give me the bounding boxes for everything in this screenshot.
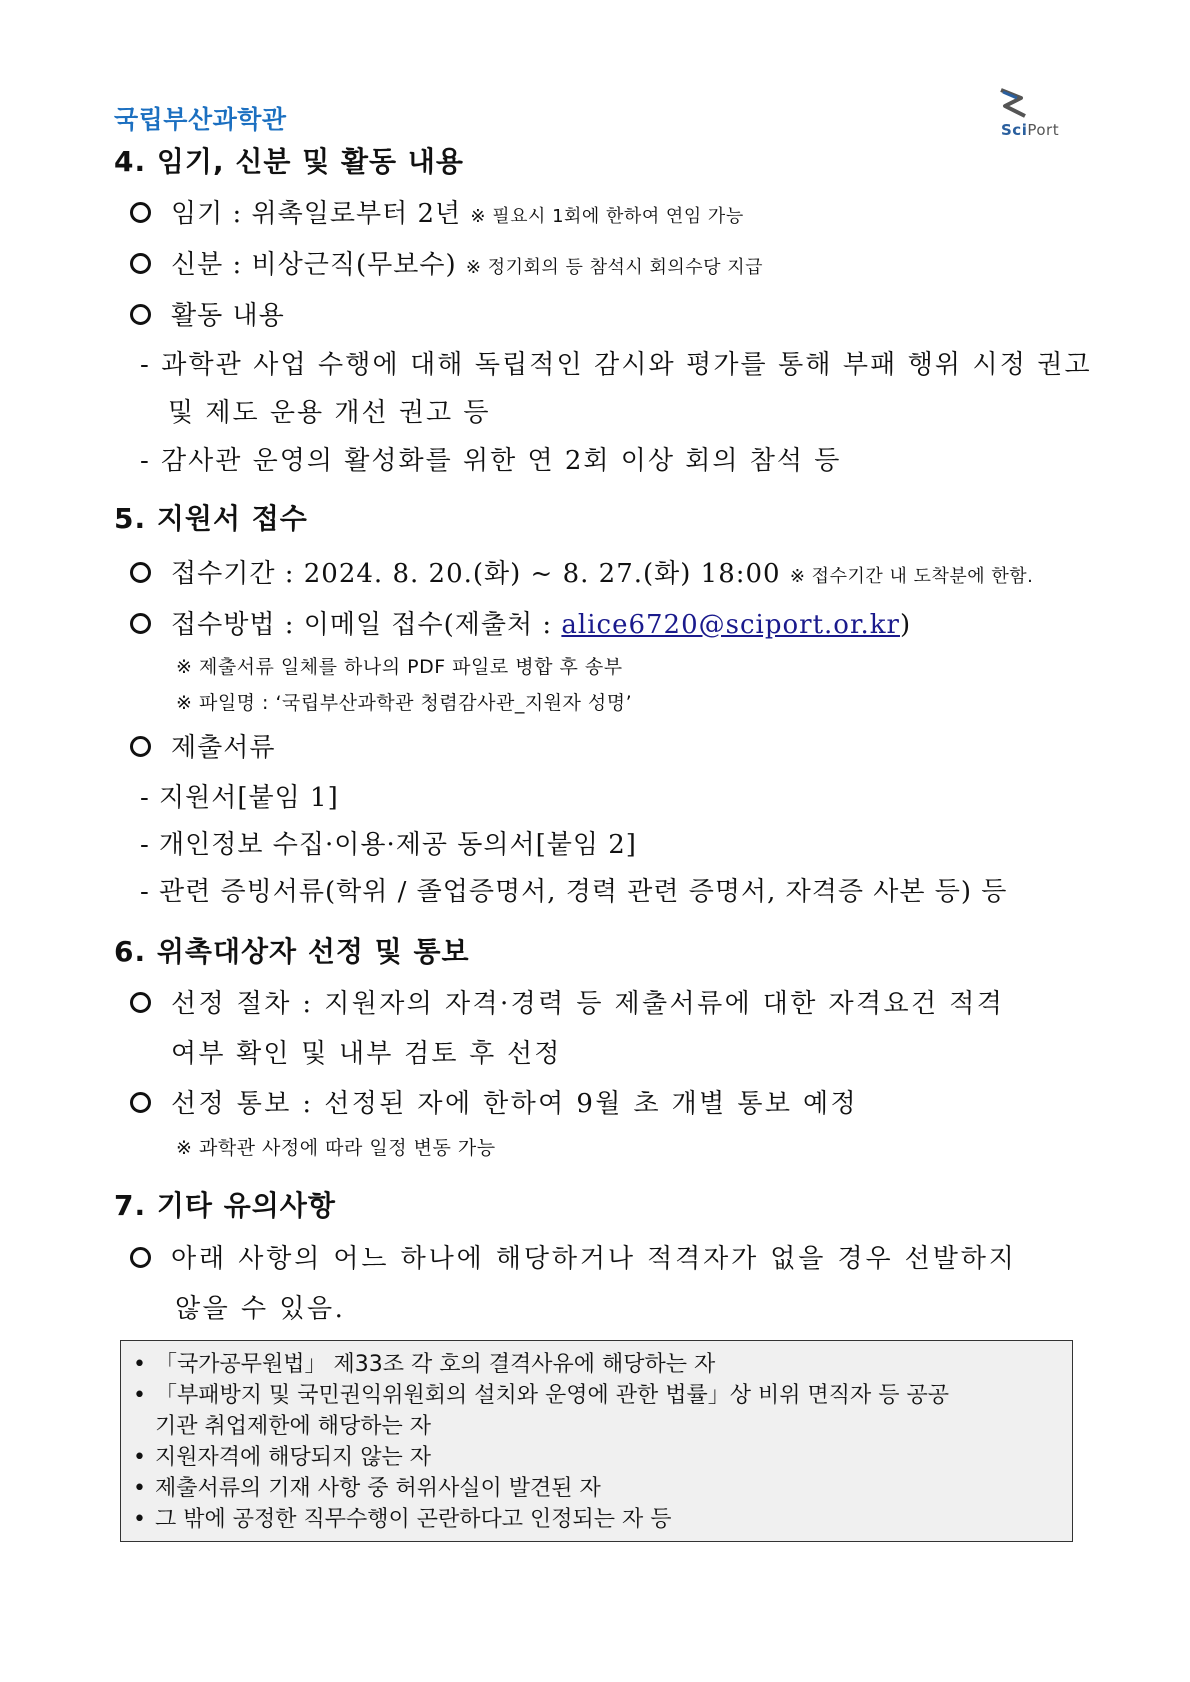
brand-title: 국립부산과학관 — [114, 105, 287, 134]
sciport-logo-mark-icon — [997, 86, 1037, 122]
doc-line-2: - 개인정보 수집·이용·제공 동의서[붙임 2] — [140, 830, 637, 860]
section-6-title: 6. 위촉대상자 선정 및 통보 — [114, 935, 470, 968]
activity-item: 활동 내용 — [130, 295, 285, 332]
section-7-title: 7. 기타 유의사항 — [114, 1189, 336, 1222]
docs-item: 제출서류 — [130, 727, 275, 764]
status-item: 신분 : 비상근직(무보수) ※ 정기회의 등 참석시 회의수당 지급 — [130, 244, 763, 281]
section-5-title: 5. 지원서 접수 — [114, 502, 308, 535]
period-note: ※ 접수기간 내 도착분에 한함. — [789, 566, 1034, 587]
activity-line-1a: - 과학관 사업 수행에 대해 독립적인 감시와 평가를 통해 부패 행위 시정 권고 — [140, 350, 1092, 380]
doc-line-1: - 지원서[붙임 1] — [140, 783, 339, 813]
period-item: 접수기간 : 2024. 8. 20.(화) ~ 8. 27.(화) 18:00 ※ 접수기간 내 도착분에 한함. — [130, 553, 1033, 590]
term-item: 임기 : 위촉일로부터 2년 ※ 필요시 1회에 한하여 연임 가능 — [130, 193, 744, 230]
activity-line-2: - 감사관 운영의 활성화를 위한 연 2회 이상 회의 참석 등 — [140, 446, 842, 476]
box-item-1: • 「국가공무원법」 제33조 각 호의 결격사유에 해당하는 자 — [131, 1349, 1062, 1380]
doc-line-3: - 관련 증빙서류(학위 / 졸업증명서, 경력 관련 증명서, 자격증 사본 등) 등 — [140, 877, 1008, 907]
term-note: ※ 필요시 1회에 한하여 연임 가능 — [470, 206, 744, 227]
activity-line-1b: 및 제도 운용 개선 권고 등 — [168, 398, 491, 428]
method-item: 접수방법 : 이메일 접수(제출처 : alice6720@sciport.or.kr) — [130, 604, 911, 641]
box-item-2-cont: 기관 취업제한에 해당하는 자 — [155, 1414, 432, 1439]
status-note: ※ 정기회의 등 참석시 회의수당 지급 — [465, 257, 764, 278]
sciport-logo — [985, 86, 1075, 138]
method-note-2: ※ 파일명 : ‘국립부산과학관 청렴감사관_지원자 성명’ — [176, 692, 633, 714]
sciport-logo-text: SciPort — [1001, 121, 1060, 139]
bullet-dot-icon: • — [133, 1352, 146, 1377]
circle-bullet-icon — [130, 613, 151, 634]
circle-bullet-icon — [130, 304, 151, 325]
circle-bullet-icon — [130, 562, 151, 583]
submission-email-link[interactable]: alice6720@sciport.or.kr — [561, 610, 900, 640]
circle-bullet-icon — [130, 253, 151, 274]
circle-bullet-icon — [130, 202, 151, 223]
box-item-2: • 「부패방지 및 국민권익위원회의 설치와 운영에 관한 법률」상 비위 면직자 등 공공 — [131, 1380, 1062, 1411]
bullet-dot-icon: • — [133, 1507, 146, 1532]
box-item-4: • 제출서류의 기재 사항 중 허위사실이 발견된 자 — [131, 1473, 1062, 1504]
box-item-3: • 지원자격에 해당되지 않는 자 — [131, 1442, 1062, 1473]
caution-cont: 않을 수 있음. — [175, 1294, 346, 1324]
selection-procedure-cont: 여부 확인 및 내부 검토 후 선정 — [171, 1039, 562, 1069]
method-note-1: ※ 제출서류 일체를 하나의 PDF 파일로 병합 후 송부 — [176, 656, 623, 678]
box-item-5: • 그 밖에 공정한 직무수행이 곤란하다고 인정되는 자 등 — [131, 1504, 1062, 1535]
bullet-dot-icon: • — [133, 1383, 146, 1408]
selection-notice-item: 선정 통보 : 선정된 자에 한하여 9월 초 개별 통보 예정 — [130, 1083, 858, 1120]
circle-bullet-icon — [130, 992, 151, 1013]
disqualification-box — [120, 1340, 1073, 1542]
selection-procedure-item: 선정 절차 : 지원자의 자격·경력 등 제출서류에 대한 자격요건 적격 — [130, 983, 1004, 1020]
circle-bullet-icon — [130, 736, 151, 757]
bullet-dot-icon: • — [133, 1445, 146, 1470]
circle-bullet-icon — [130, 1092, 151, 1113]
bullet-dot-icon: • — [133, 1476, 146, 1501]
section-4-title: 4. 임기, 신분 및 활동 내용 — [114, 145, 464, 178]
circle-bullet-icon — [130, 1247, 151, 1268]
caution-item: 아래 사항의 어느 하나에 해당하거나 적격자가 없을 경우 선발하지 — [130, 1238, 1017, 1275]
notice-note: ※ 과학관 사정에 따라 일정 변동 가능 — [176, 1137, 496, 1159]
